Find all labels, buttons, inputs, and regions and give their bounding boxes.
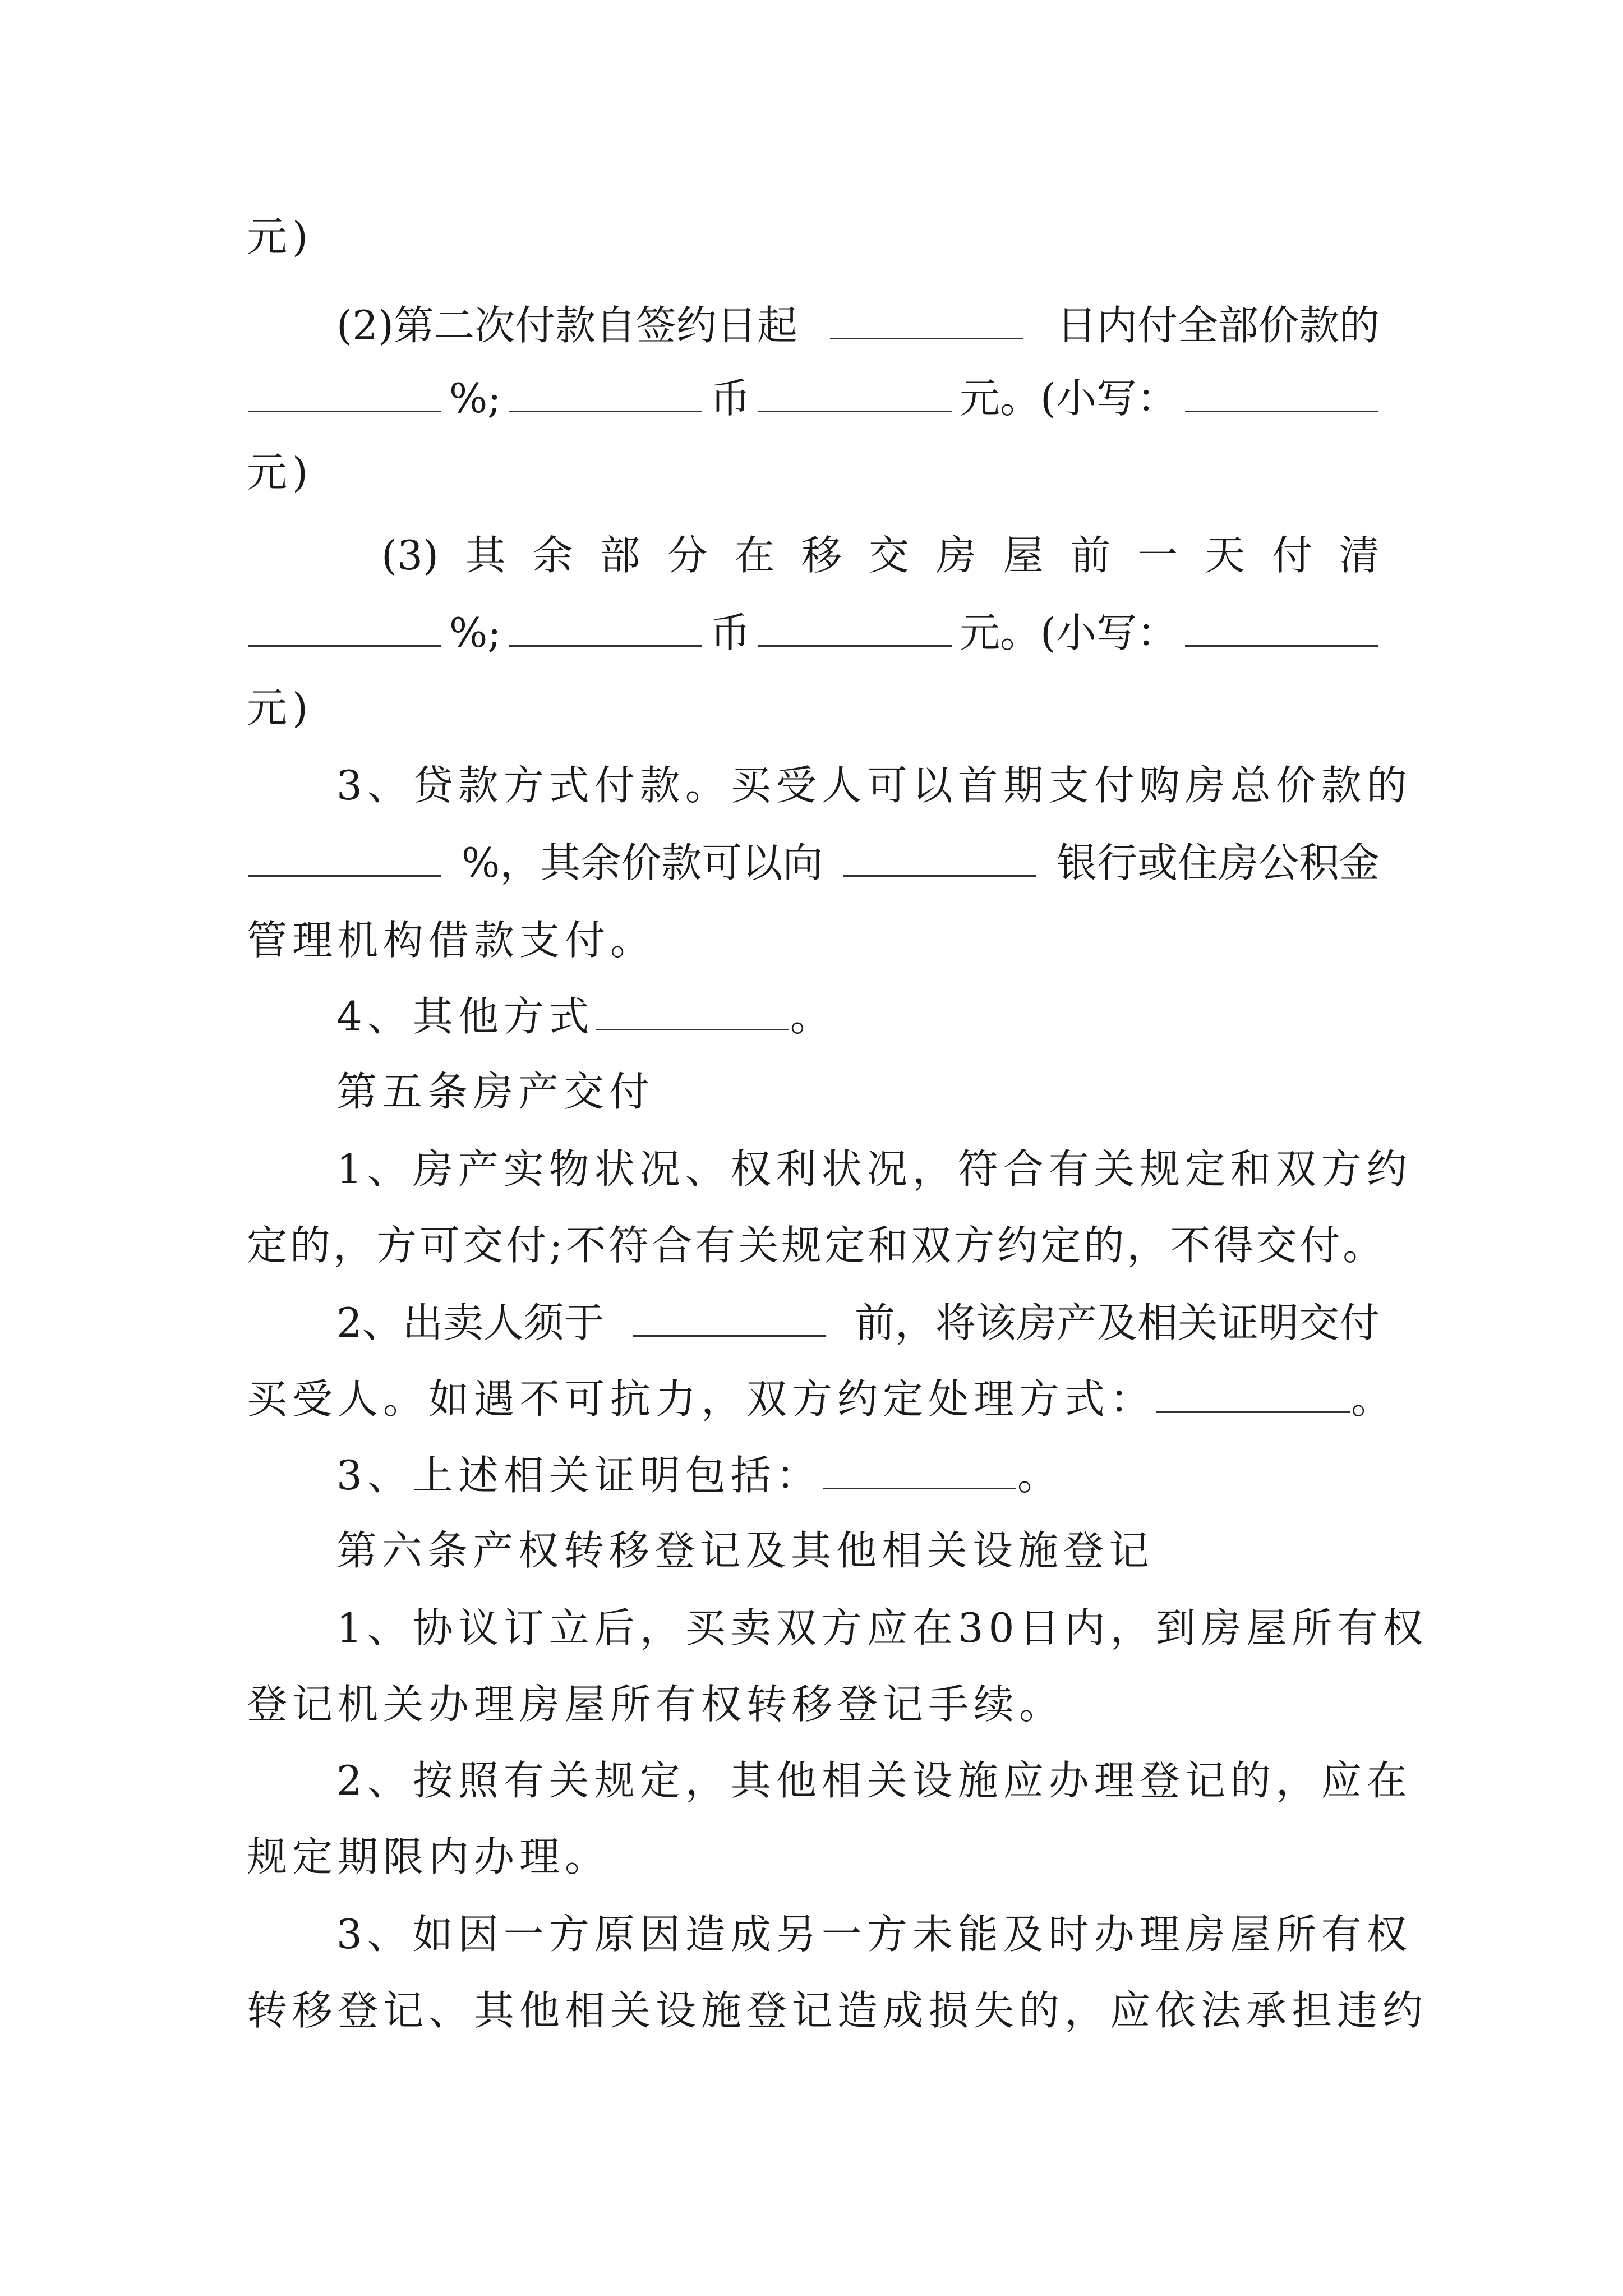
line-text: 。 <box>790 993 836 1040</box>
justified-char: 余 <box>532 532 573 579</box>
line-text: 币 <box>710 375 751 422</box>
line-text: 3、上述相关证明包括： <box>336 1452 822 1499</box>
section-heading <box>336 1522 1380 1579</box>
fill-blank[interactable] <box>823 1448 1016 1489</box>
text-line <box>247 209 1380 265</box>
justified-char: 屋 <box>1003 532 1044 579</box>
fill-blank[interactable] <box>1185 371 1378 412</box>
text-line <box>247 912 1380 968</box>
line-text: 日内付全部价款的 <box>1056 302 1380 349</box>
text-line <box>336 1447 1380 1503</box>
heading-text: 第六条产权转移登记及其他相关设施登记 <box>336 1527 1155 1574</box>
justified-char: 在 <box>734 532 775 579</box>
line-text: 1、房产实物状况、权利状况，符合有关规定和双方约 <box>336 1145 1412 1193</box>
line-text: %; <box>449 375 501 422</box>
fill-blank[interactable] <box>1185 606 1378 647</box>
line-text: 3、如因一方原因造成另一方未能及时办理房屋所有权 <box>336 1911 1412 1958</box>
justified-char: 移 <box>801 532 842 579</box>
justified-char: 天 <box>1205 532 1246 579</box>
line-text: 元) <box>247 213 313 260</box>
text-line <box>247 1829 1380 1885</box>
line-text: 转移登记、其他相关设施登记造成损失的，应依法承担违约 <box>247 1987 1428 2034</box>
justified-char: 房 <box>935 532 976 579</box>
line-text: 3、贷款方式付款。买受人可以首期支付购房总价款的 <box>336 762 1412 809</box>
line-text: 元。(小写： <box>959 375 1178 422</box>
heading-text: 第五条房产交付 <box>336 1068 655 1115</box>
line-text: 买受人。如遇不可抗力，双方约定处理方式： <box>247 1375 1156 1423</box>
line-text: 前，将该房产及相关证明交付 <box>854 1299 1380 1346</box>
text-line <box>336 1141 1412 1197</box>
fill-blank[interactable] <box>758 606 952 647</box>
justified-char: 部 <box>600 532 640 579</box>
justified-char: (3) <box>381 532 439 579</box>
line-text: 元。(小写： <box>959 609 1178 656</box>
justified-char: 一 <box>1137 532 1178 579</box>
text-line <box>247 1217 1413 1273</box>
line-text: 规定期限内办理。 <box>247 1833 611 1880</box>
line-text: 1、协议订立后，买卖双方应在30日内，到房屋所有权 <box>336 1604 1428 1651</box>
justified-char: 付 <box>1271 532 1312 579</box>
fill-blank[interactable] <box>830 298 1023 339</box>
text-line <box>336 297 1380 353</box>
justified-char: 交 <box>868 532 909 579</box>
text-line <box>247 680 1380 736</box>
section-heading <box>336 1064 1380 1120</box>
text-line <box>336 1752 1412 1809</box>
text-line <box>336 1906 1412 1962</box>
line-text: 币 <box>710 609 751 656</box>
fill-blank[interactable] <box>248 836 441 877</box>
line-text: 元) <box>247 449 313 496</box>
justified-char: 其 <box>465 532 506 579</box>
text-line <box>336 1600 1428 1656</box>
line-text: 登记机关办理房屋所有权转移登记手续。 <box>247 1681 1065 1728</box>
line-text: 2、出卖人须于 <box>336 1299 605 1346</box>
line-text: 2、按照有关规定，其他相关设施应办理登记的，应在 <box>336 1757 1412 1804</box>
line-text: 管理机构借款支付。 <box>247 917 656 964</box>
line-text: 定的，方可交付;不符合有关规定和双方约定的，不得交付。 <box>247 1222 1386 1269</box>
fill-blank[interactable] <box>633 1296 826 1337</box>
justified-char: 分 <box>667 532 708 579</box>
line-text: 。 <box>1351 1375 1397 1423</box>
text-line <box>381 527 1380 583</box>
fill-blank[interactable] <box>758 371 952 412</box>
text-line <box>247 835 1380 891</box>
justified-char: 清 <box>1339 532 1380 579</box>
text-line <box>336 757 1412 813</box>
text-line <box>247 1676 1380 1732</box>
line-text: 银行或住房公积金 <box>1056 839 1380 886</box>
justified-char: 前 <box>1070 532 1111 579</box>
fill-blank[interactable] <box>509 371 702 412</box>
line-text: %，其余价款可以向 <box>461 839 823 886</box>
text-line <box>336 988 1380 1045</box>
text-line <box>336 1295 1380 1351</box>
fill-blank[interactable] <box>509 606 702 647</box>
fill-blank[interactable] <box>248 371 441 412</box>
line-text: 元) <box>247 684 313 731</box>
fill-blank[interactable] <box>248 606 441 647</box>
text-line <box>247 444 1380 500</box>
fill-blank[interactable] <box>843 836 1036 877</box>
line-text: %; <box>449 609 501 656</box>
text-line <box>247 370 1380 426</box>
line-text: (2)第二次付款自签约日起 <box>336 302 797 349</box>
line-text: 4、其他方式 <box>336 993 594 1040</box>
text-line <box>247 1982 1428 2039</box>
fill-blank[interactable] <box>596 990 789 1030</box>
fill-blank[interactable] <box>1156 1372 1350 1413</box>
text-line <box>247 605 1380 661</box>
line-text: 。 <box>1017 1452 1063 1499</box>
text-line <box>247 1371 1397 1427</box>
